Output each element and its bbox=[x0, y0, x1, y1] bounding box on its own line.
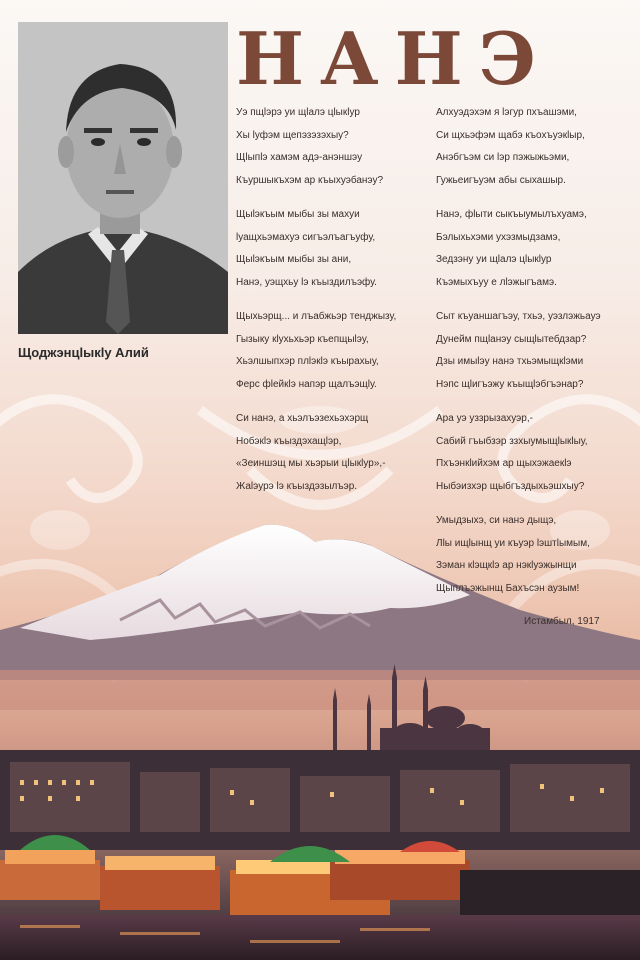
poem-line: Си нанэ, а хьэлъэзехьэхэрщ bbox=[236, 413, 369, 424]
poem-line: Зэман кlэщкlэ ар нэкlуэжынщи bbox=[436, 560, 577, 571]
poem-line: Гызыку кlухьхьэр къепщыlэу, bbox=[236, 333, 369, 345]
stanza bbox=[436, 408, 636, 498]
poem-line: Къуршыкъхэм ар къыхуэбанэу? bbox=[236, 174, 384, 186]
poem-line: Зедзэну уи щlалэ цlыкlур bbox=[436, 254, 552, 265]
poem-line: Нанэ, фlыти сыкъыумылъхуамэ, bbox=[436, 209, 587, 220]
poem-line: Нобэкlэ къыздэхащlэр, bbox=[236, 435, 342, 447]
poem-line: Щыlэкъым мыбы зы ани, bbox=[236, 254, 352, 265]
stanza bbox=[436, 306, 636, 396]
poem-line: Умыдзыхэ, си нанэ дыщэ, bbox=[436, 515, 557, 526]
poem-line: Щlыпlэ хамэм адэ-анэншэу bbox=[236, 152, 363, 163]
poem-line: Ара уэ уззрызахуэр,- bbox=[436, 413, 533, 424]
poem-line: Нанэ, уэщхьу lэ къыздилъэфу. bbox=[236, 276, 377, 288]
stanza bbox=[436, 204, 636, 294]
poem-line: Ныбэизхэр щыбгъздыхьэшхыу? bbox=[436, 480, 585, 492]
dateline: Истамбыл, 1917 bbox=[524, 616, 600, 627]
poem-line: Щыплъэжынщ Бахъсэн аузым! bbox=[436, 582, 580, 594]
poem-line: Щыlэкъым мыбы зы махуи bbox=[236, 209, 360, 220]
poem-line: Хьэлшыпхэр плlэкlэ къырахыу, bbox=[236, 356, 379, 367]
stanza bbox=[236, 102, 426, 192]
stanza bbox=[436, 510, 636, 600]
poem-line: Щыхьэрщ... и лъабжьэр тенджызу, bbox=[236, 311, 397, 322]
poem-column-left bbox=[236, 102, 426, 498]
poem-line: Жаlэурэ lэ къыздэзылъэр. bbox=[236, 480, 358, 492]
poem-line: Пхъэнкlийхэм ар щыхэжаекlэ bbox=[436, 458, 572, 469]
poem-line: Лlы ищlынщ уи къуэр lэштlымым, bbox=[436, 537, 590, 549]
stanza bbox=[236, 204, 426, 294]
poem-line: Алхуэдэхэм я lэгур пхъашэми, bbox=[436, 107, 577, 118]
poem-line: Гужьеигъуэм абы сыхашыр. bbox=[436, 174, 566, 186]
poem-title: НАНЭ bbox=[236, 16, 552, 101]
poem-line: lуащхьэмахуэ сигъэлъагъуфу, bbox=[236, 231, 376, 243]
author-name: Щоджэнцlыкlу Алий bbox=[18, 345, 149, 360]
poem-line: Ферс фlейкlэ напэр щалъэщlу. bbox=[236, 378, 377, 390]
poem-line: Сыт къуаншагъэу, тхьэ, уэзлэжьауэ bbox=[436, 311, 601, 322]
poem-line: Бэлыхьхэми ухэзмыдзамэ, bbox=[436, 231, 561, 243]
stanza bbox=[436, 102, 636, 192]
poem-line: Дзы имыlэу нанэ тхьэмыщкlэми bbox=[436, 356, 584, 367]
author-portrait bbox=[18, 22, 228, 334]
poem-column-right bbox=[436, 102, 636, 600]
stanza bbox=[236, 408, 426, 498]
poem-line: Хы lуфэм щепэзэзэхыу? bbox=[236, 129, 349, 141]
poem-line: Къэмыхъуу е лlэжыгъамэ. bbox=[436, 276, 557, 288]
poem-line: Уэ пщlэрэ уи щlалэ цlыкlур bbox=[236, 107, 360, 118]
poem-line: Анэбгъэм си lэр пэжыжьэми, bbox=[436, 152, 570, 163]
poem-line: Сабий гъыбзэр ззхыумыщlыкlыу, bbox=[436, 435, 588, 447]
poem-line: Дунейм пщlанэу сыщlытебдзар? bbox=[436, 333, 587, 345]
poem-line: Нэпс щlигъэжу къыщlэбгъэнар? bbox=[436, 378, 584, 390]
poem-line: Си щхьэфэм щабэ къохъуэкlыр, bbox=[436, 129, 585, 141]
stanza bbox=[236, 306, 426, 396]
poem-line: «Зеиншэщ мы хьэрыи цlыкlур»,- bbox=[236, 458, 386, 469]
